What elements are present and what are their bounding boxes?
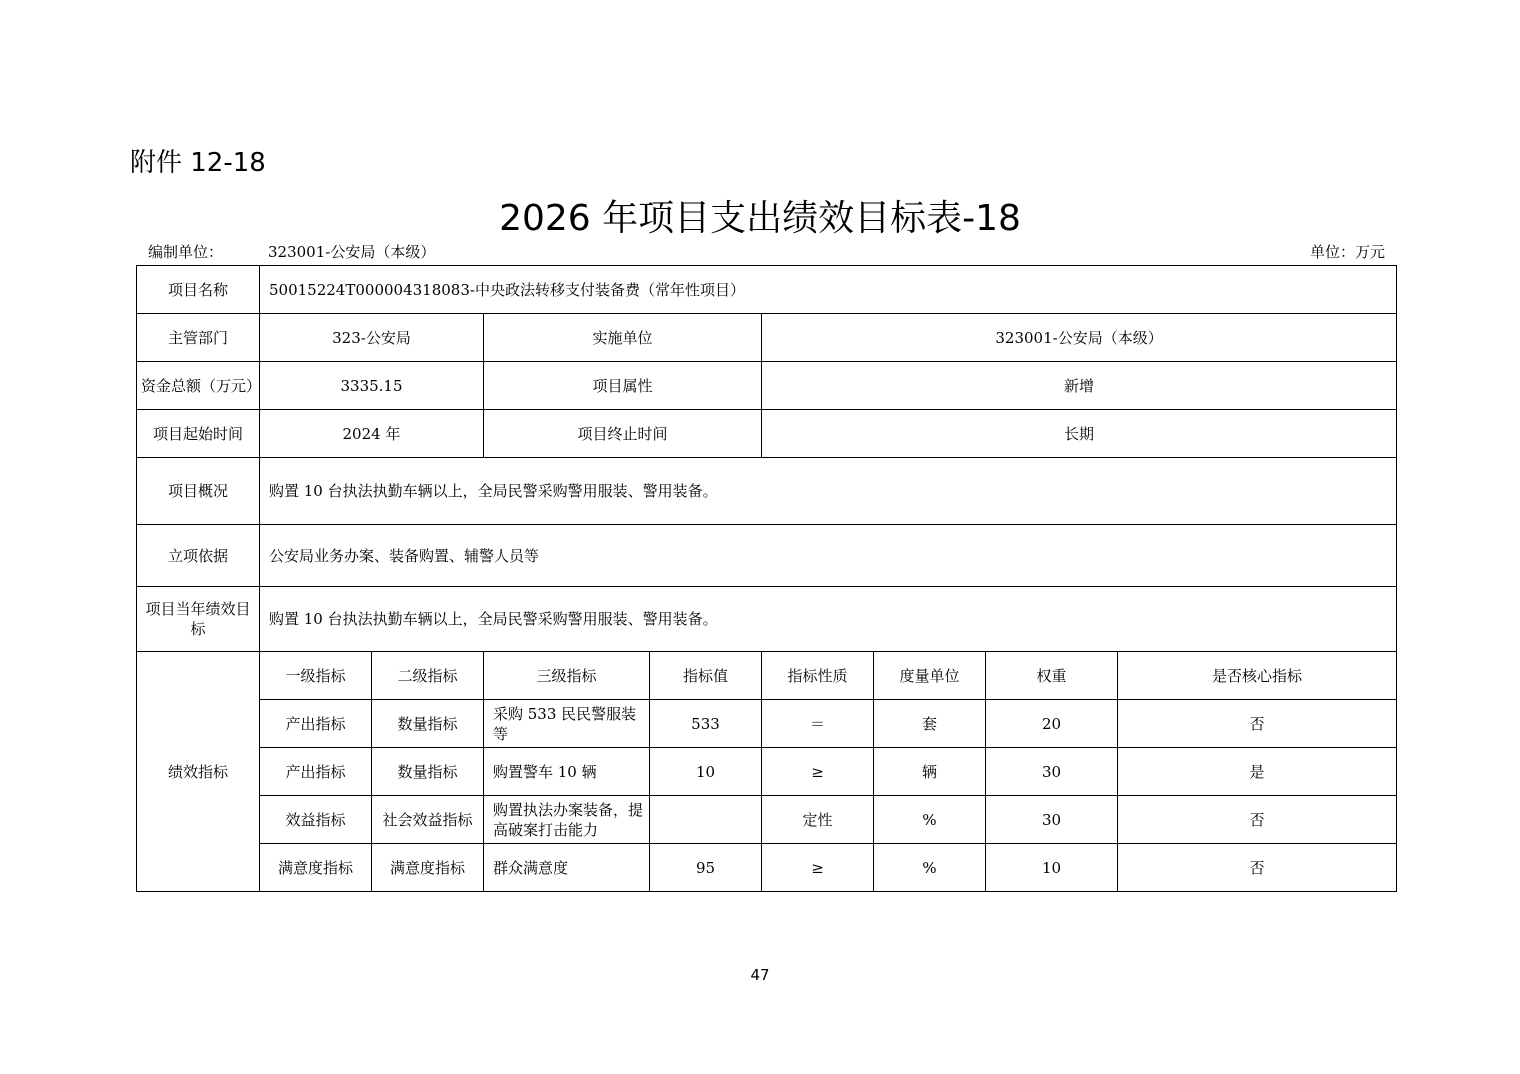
goal-value: 购置 10 台执法执勤车辆以上，全局民警采购警用服装、警用装备。 — [260, 587, 1397, 652]
perf-cell: 95 — [650, 844, 762, 892]
perf-cell: 购置执法办案装备，提高破案打击能力 — [484, 796, 650, 844]
perf-cell: 10 — [650, 748, 762, 796]
perf-cell: 否 — [1118, 796, 1397, 844]
perf-row — [137, 748, 1397, 796]
perf-cell: 30 — [986, 748, 1118, 796]
perf-cell: 是 — [1118, 748, 1397, 796]
perf-cell: 满意度指标 — [372, 844, 484, 892]
perf-cell: 533 — [650, 700, 762, 748]
perf-cell: 定性 — [762, 796, 874, 844]
perf-cell: 采购 533 民民警服装等 — [484, 700, 650, 748]
basis-label: 立项依据 — [137, 525, 260, 587]
page-number: 47 — [750, 966, 770, 984]
header-cell: 指标性质 — [762, 652, 874, 700]
perf-cell: 满意度指标 — [260, 844, 372, 892]
end-value: 长期 — [762, 410, 1397, 458]
overview-label: 项目概况 — [137, 458, 260, 525]
perf-cell: % — [874, 796, 986, 844]
impl-value: 323001-公安局（本级） — [762, 314, 1397, 362]
unit-label: 单位：万元 — [1309, 243, 1385, 261]
perf-cell: % — [874, 844, 986, 892]
perf-row — [137, 844, 1397, 892]
perf-cell: 否 — [1118, 844, 1397, 892]
perf-cell: 辆 — [874, 748, 986, 796]
header-cell: 二级指标 — [372, 652, 484, 700]
row-overview — [137, 458, 1397, 525]
overview-value: 购置 10 台执法执勤车辆以上，全局民警采购警用服装、警用装备。 — [260, 458, 1397, 525]
perf-cell: 产出指标 — [260, 700, 372, 748]
perf-cell: 群众满意度 — [484, 844, 650, 892]
header-cell: 度量单位 — [874, 652, 986, 700]
perf-label: 绩效指标 — [137, 652, 260, 892]
perf-cell: 产出指标 — [260, 748, 372, 796]
row-basis — [137, 525, 1397, 587]
start-value: 2024 年 — [260, 410, 484, 458]
perf-cell: 30 — [986, 796, 1118, 844]
goal-label: 项目当年绩效目标 — [137, 587, 260, 652]
perf-header-row — [137, 652, 1397, 700]
perf-cell: ≥ — [762, 844, 874, 892]
perf-row — [137, 796, 1397, 844]
perf-cell: 社会效益指标 — [372, 796, 484, 844]
perf-cell: 效益指标 — [260, 796, 372, 844]
end-label: 项目终止时间 — [484, 410, 762, 458]
project-name-value: 50015224T000004318083-中央政法转移支付装备费（常年性项目） — [260, 266, 1397, 314]
header-cell: 权重 — [986, 652, 1118, 700]
performance-table — [136, 265, 1397, 892]
header-cell: 指标值 — [650, 652, 762, 700]
header-cell: 是否核心指标 — [1118, 652, 1397, 700]
dept-value: 323-公安局 — [260, 314, 484, 362]
org-label: 编制单位： — [148, 243, 224, 261]
perf-cell: 否 — [1118, 700, 1397, 748]
row-goal — [137, 587, 1397, 652]
page-title: 2026 年项目支出绩效目标表-18 — [499, 198, 1021, 239]
project-name-label: 项目名称 — [137, 266, 260, 314]
org-value: 323001-公安局（本级） — [268, 243, 436, 261]
row-time — [137, 410, 1397, 458]
row-fund — [137, 362, 1397, 410]
perf-cell: ≥ — [762, 748, 874, 796]
attachment-label: 附件 12-18 — [130, 148, 266, 178]
row-dept — [137, 314, 1397, 362]
header-cell: 一级指标 — [260, 652, 372, 700]
perf-cell: ＝ — [762, 700, 874, 748]
perf-cell: 数量指标 — [372, 700, 484, 748]
start-label: 项目起始时间 — [137, 410, 260, 458]
basis-value: 公安局业务办案、装备购置、辅警人员等 — [260, 525, 1397, 587]
impl-label: 实施单位 — [484, 314, 762, 362]
perf-cell — [650, 796, 762, 844]
fund-value: 3335.15 — [260, 362, 484, 410]
row-project-name — [137, 266, 1397, 314]
perf-cell: 10 — [986, 844, 1118, 892]
attr-value: 新增 — [762, 362, 1397, 410]
perf-cell: 20 — [986, 700, 1118, 748]
perf-cell: 套 — [874, 700, 986, 748]
perf-row — [137, 700, 1397, 748]
header-cell: 三级指标 — [484, 652, 650, 700]
perf-cell: 数量指标 — [372, 748, 484, 796]
dept-label: 主管部门 — [137, 314, 260, 362]
perf-cell: 购置警车 10 辆 — [484, 748, 650, 796]
fund-label: 资金总额（万元） — [137, 362, 260, 410]
attr-label: 项目属性 — [484, 362, 762, 410]
